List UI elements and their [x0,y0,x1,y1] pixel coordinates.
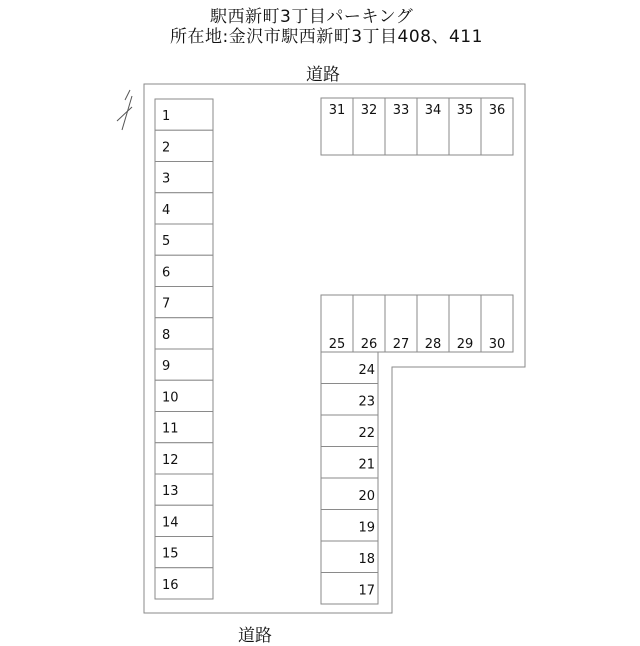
parking-slot-36 [481,98,513,155]
parking-slot-number: 1 [162,109,171,124]
north-arrow-icon [117,90,132,130]
slot-group-left [155,99,213,599]
parking-slot-6 [155,255,213,286]
parking-slot-number: 15 [162,546,179,562]
parking-slot-7 [155,287,213,318]
road-label-bottom: 道路 [238,626,272,646]
parking-slot-1 [155,99,213,130]
parking-slot-number: 26 [360,337,378,352]
parking-slot-number: 19 [358,520,375,536]
parking-slot-number: 36 [488,103,506,118]
parking-slot-2 [155,130,213,161]
parking-slot-number: 20 [358,489,375,504]
parking-slot-number: 16 [162,577,179,593]
parking-slot-number: 29 [456,337,474,352]
parking-slot-9 [155,349,213,380]
parking-slot-34 [417,98,449,155]
parking-slot-28 [417,295,449,352]
parking-slot-11 [155,412,213,443]
parking-slot-16 [155,568,213,599]
parking-slot-19 [321,510,378,542]
parking-slot-5 [155,224,213,255]
parking-slot-number: 18 [358,552,375,567]
slot-group-right [321,352,378,604]
parking-slot-number: 34 [424,103,442,118]
parking-slot-number: 10 [162,390,179,406]
parking-slot-30 [481,295,513,352]
parking-slot-32 [353,98,385,155]
parking-slot-number: 24 [358,363,375,378]
parking-slot-14 [155,505,213,536]
parking-slot-number: 22 [358,426,375,441]
parking-slot-26 [353,295,385,352]
parking-slot-number: 32 [360,103,378,118]
page-title: 駅西新町3丁目パーキング [210,7,414,27]
parking-slot-number: 14 [162,515,179,531]
parking-slot-10 [155,380,213,411]
parking-slot-number: 13 [162,484,179,499]
parking-slot-number: 2 [162,140,171,156]
parking-slot-number: 11 [162,421,179,437]
parking-slot-number: 9 [162,359,171,374]
parking-slot-number: 6 [162,265,171,281]
parking-slot-number: 8 [162,327,171,343]
parking-slot-number: 3 [162,171,171,187]
parking-slot-15 [155,537,213,568]
parking-slot-number: 30 [488,337,506,352]
parking-slot-24 [321,352,378,384]
parking-slot-number: 31 [328,103,346,118]
parking-slot-number: 21 [358,457,375,473]
parking-slot-number: 5 [162,234,171,249]
parking-slot-23 [321,384,378,416]
slot-group-top [321,98,513,155]
parking-slot-number: 28 [424,337,442,352]
parking-slot-29 [449,295,481,352]
parking-slot-25 [321,295,353,352]
road-label-top: 道路 [306,65,340,85]
parking-slot-33 [385,98,417,155]
parking-slot-20 [321,478,378,510]
parking-slot-13 [155,474,213,505]
parking-slot-number: 35 [456,103,474,118]
parking-slot-number: 33 [392,103,410,118]
parking-slot-number: 17 [358,583,375,599]
parking-slot-4 [155,193,213,224]
parking-slot-21 [321,447,378,479]
parking-slot-8 [155,318,213,349]
parking-slot-number: 25 [328,337,346,352]
parking-slot-17 [321,573,378,605]
parking-slot-number: 4 [162,202,171,218]
parking-slot-18 [321,541,378,573]
parking-slot-number: 27 [392,337,410,352]
parking-slot-number: 7 [162,296,171,312]
slot-group-middle [321,295,513,352]
parking-slot-number: 23 [358,394,375,410]
parking-slot-3 [155,162,213,193]
parking-slot-27 [385,295,417,352]
parking-slot-31 [321,98,353,155]
parking-slot-12 [155,443,213,474]
address-text: 所在地:金沢市駅西新町3丁目408、411 [170,27,483,47]
parking-slot-number: 12 [162,452,179,468]
parking-slot-22 [321,415,378,447]
parking-slot-35 [449,98,481,155]
